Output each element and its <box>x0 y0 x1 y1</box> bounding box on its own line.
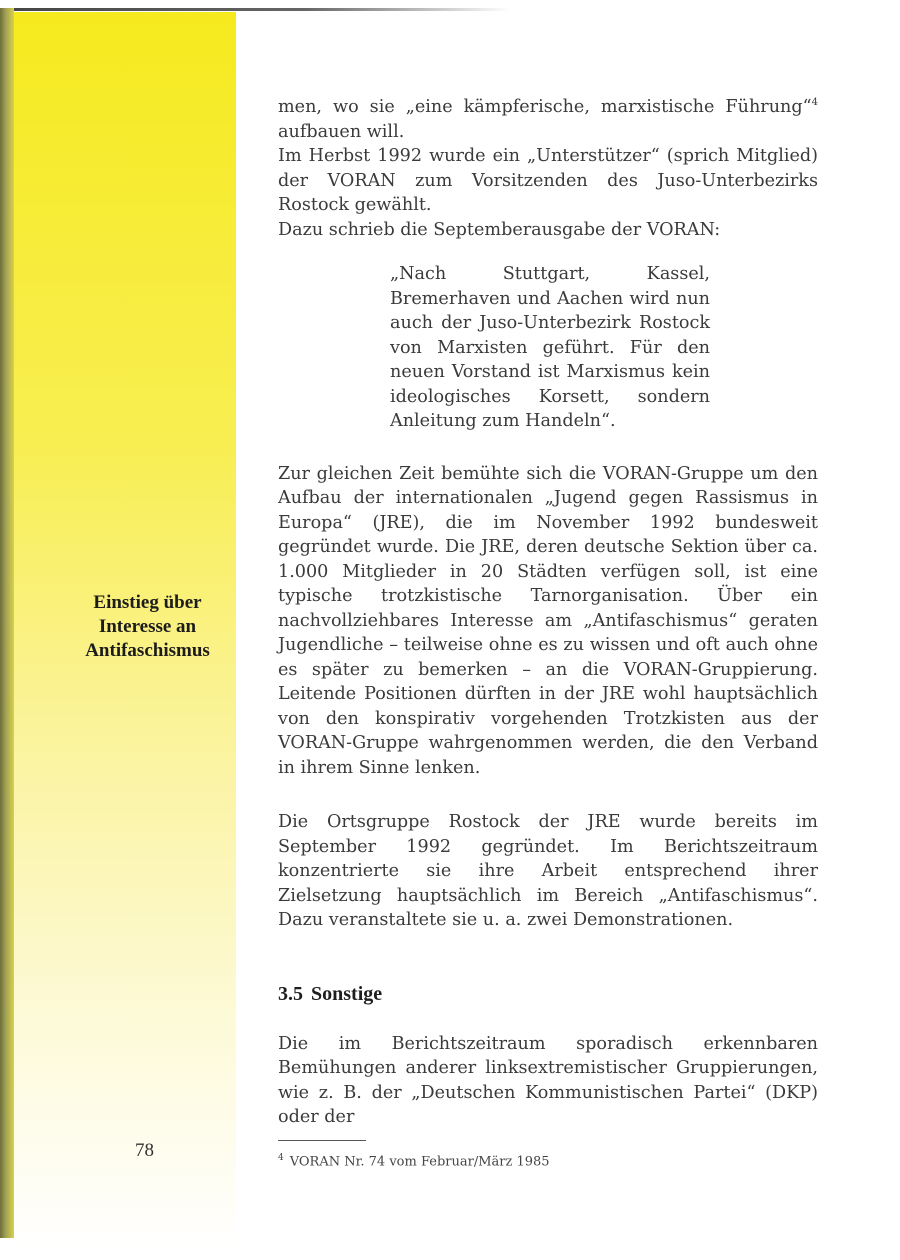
main-text <box>278 95 818 1130</box>
paragraph-1 <box>278 95 818 144</box>
footnote-rule <box>278 1140 366 1141</box>
paragraph-5: Die Ortsgruppe Rostock der JRE wurde bereits im September 1992 gegründet. Im Berichtszeitraum konzentrierte sie ihre Arbeit entsprechend ihrer Zielsetzung hauptsächlich im Bereich „Antifaschismus“. Dazu veranstaltete sie u. a. zwei Demonstrationen. <box>278 812 818 930</box>
page-edge-shadow <box>0 8 14 1238</box>
footnote-reference[interactable]: 4 <box>811 97 818 109</box>
paragraph-4: Zur gleichen Zeit bemühte sich die VORAN-Gruppe um den Aufbau der internationalen „Jugend gegen Rassismus in Europa“ (JRE), die im November 1992 bundesweit gegründet wurde. Die JRE, deren deutsche Sektion über ca. 1.000 Mitglieder in 20 Städten verfügen soll, ist eine typische trotzkistische Tarnorganisation. Über ein nachvollziehbares Interesse am „Antifaschismus“ geraten Jugendliche – teilweise ohne es zu wissen und oft auch ohne es später zu bemerken – an die VORAN-Gruppierung. Leitende Positionen dürften in der JRE wohl hauptsächlich von den konspirativ vorgehenden Trotzkisten aus der VORAN-Gruppe wahrgenommen werden, die den Verband in ihrem Sinne lenken. <box>278 463 818 778</box>
margin-note-line-2: Interesse an <box>98 616 197 637</box>
footnote-text: VORAN Nr. 74 vom Februar/März 1985 <box>289 1154 550 1170</box>
footnote <box>278 1153 550 1169</box>
margin-note-line-1: Einstieg über <box>93 592 202 613</box>
paragraph-3: Dazu schrieb die Septemberausgabe der VORAN: <box>278 219 721 240</box>
paragraph-6: Die im Berichtszeitraum sporadisch erkennbaren Bemühungen anderer linksextremistischer Gruppierungen, wie z. B. der „Deutschen Kommunistischen Partei“ (DKP) oder der <box>278 1033 818 1127</box>
margin-note-line-3: Antifaschismus <box>85 640 210 661</box>
paragraph-2: Im Herbst 1992 wurde ein „Unterstützer“ (sprich Mitglied) der VORAN zum Vorsitzenden des Juso-Unterbezirks Rostock gewählt. <box>278 146 818 215</box>
block-quote: „Nach Stuttgart, Kassel, Bremerhaven und Aachen wird nun auch der Juso-Unterbezirk Rostock von Marxisten geführt. Für den neuen Vorstand ist Marxismus kein ideologisches Korsett, sondern Anleitung zum Handeln“. <box>390 264 710 431</box>
section-heading <box>278 983 818 1006</box>
section-title: Sonstige <box>311 982 383 1005</box>
footnote-marker: 4 <box>278 1153 284 1163</box>
margin-note <box>60 591 235 663</box>
page-number: 78 <box>135 1140 154 1161</box>
top-rule <box>0 8 510 11</box>
paragraph-1-text-a: men, wo sie „eine kämpferische, marxistische Führung“ <box>278 97 812 117</box>
section-number: 3.5 <box>278 982 303 1005</box>
paragraph-1-text-b: aufbauen will. <box>278 121 405 142</box>
